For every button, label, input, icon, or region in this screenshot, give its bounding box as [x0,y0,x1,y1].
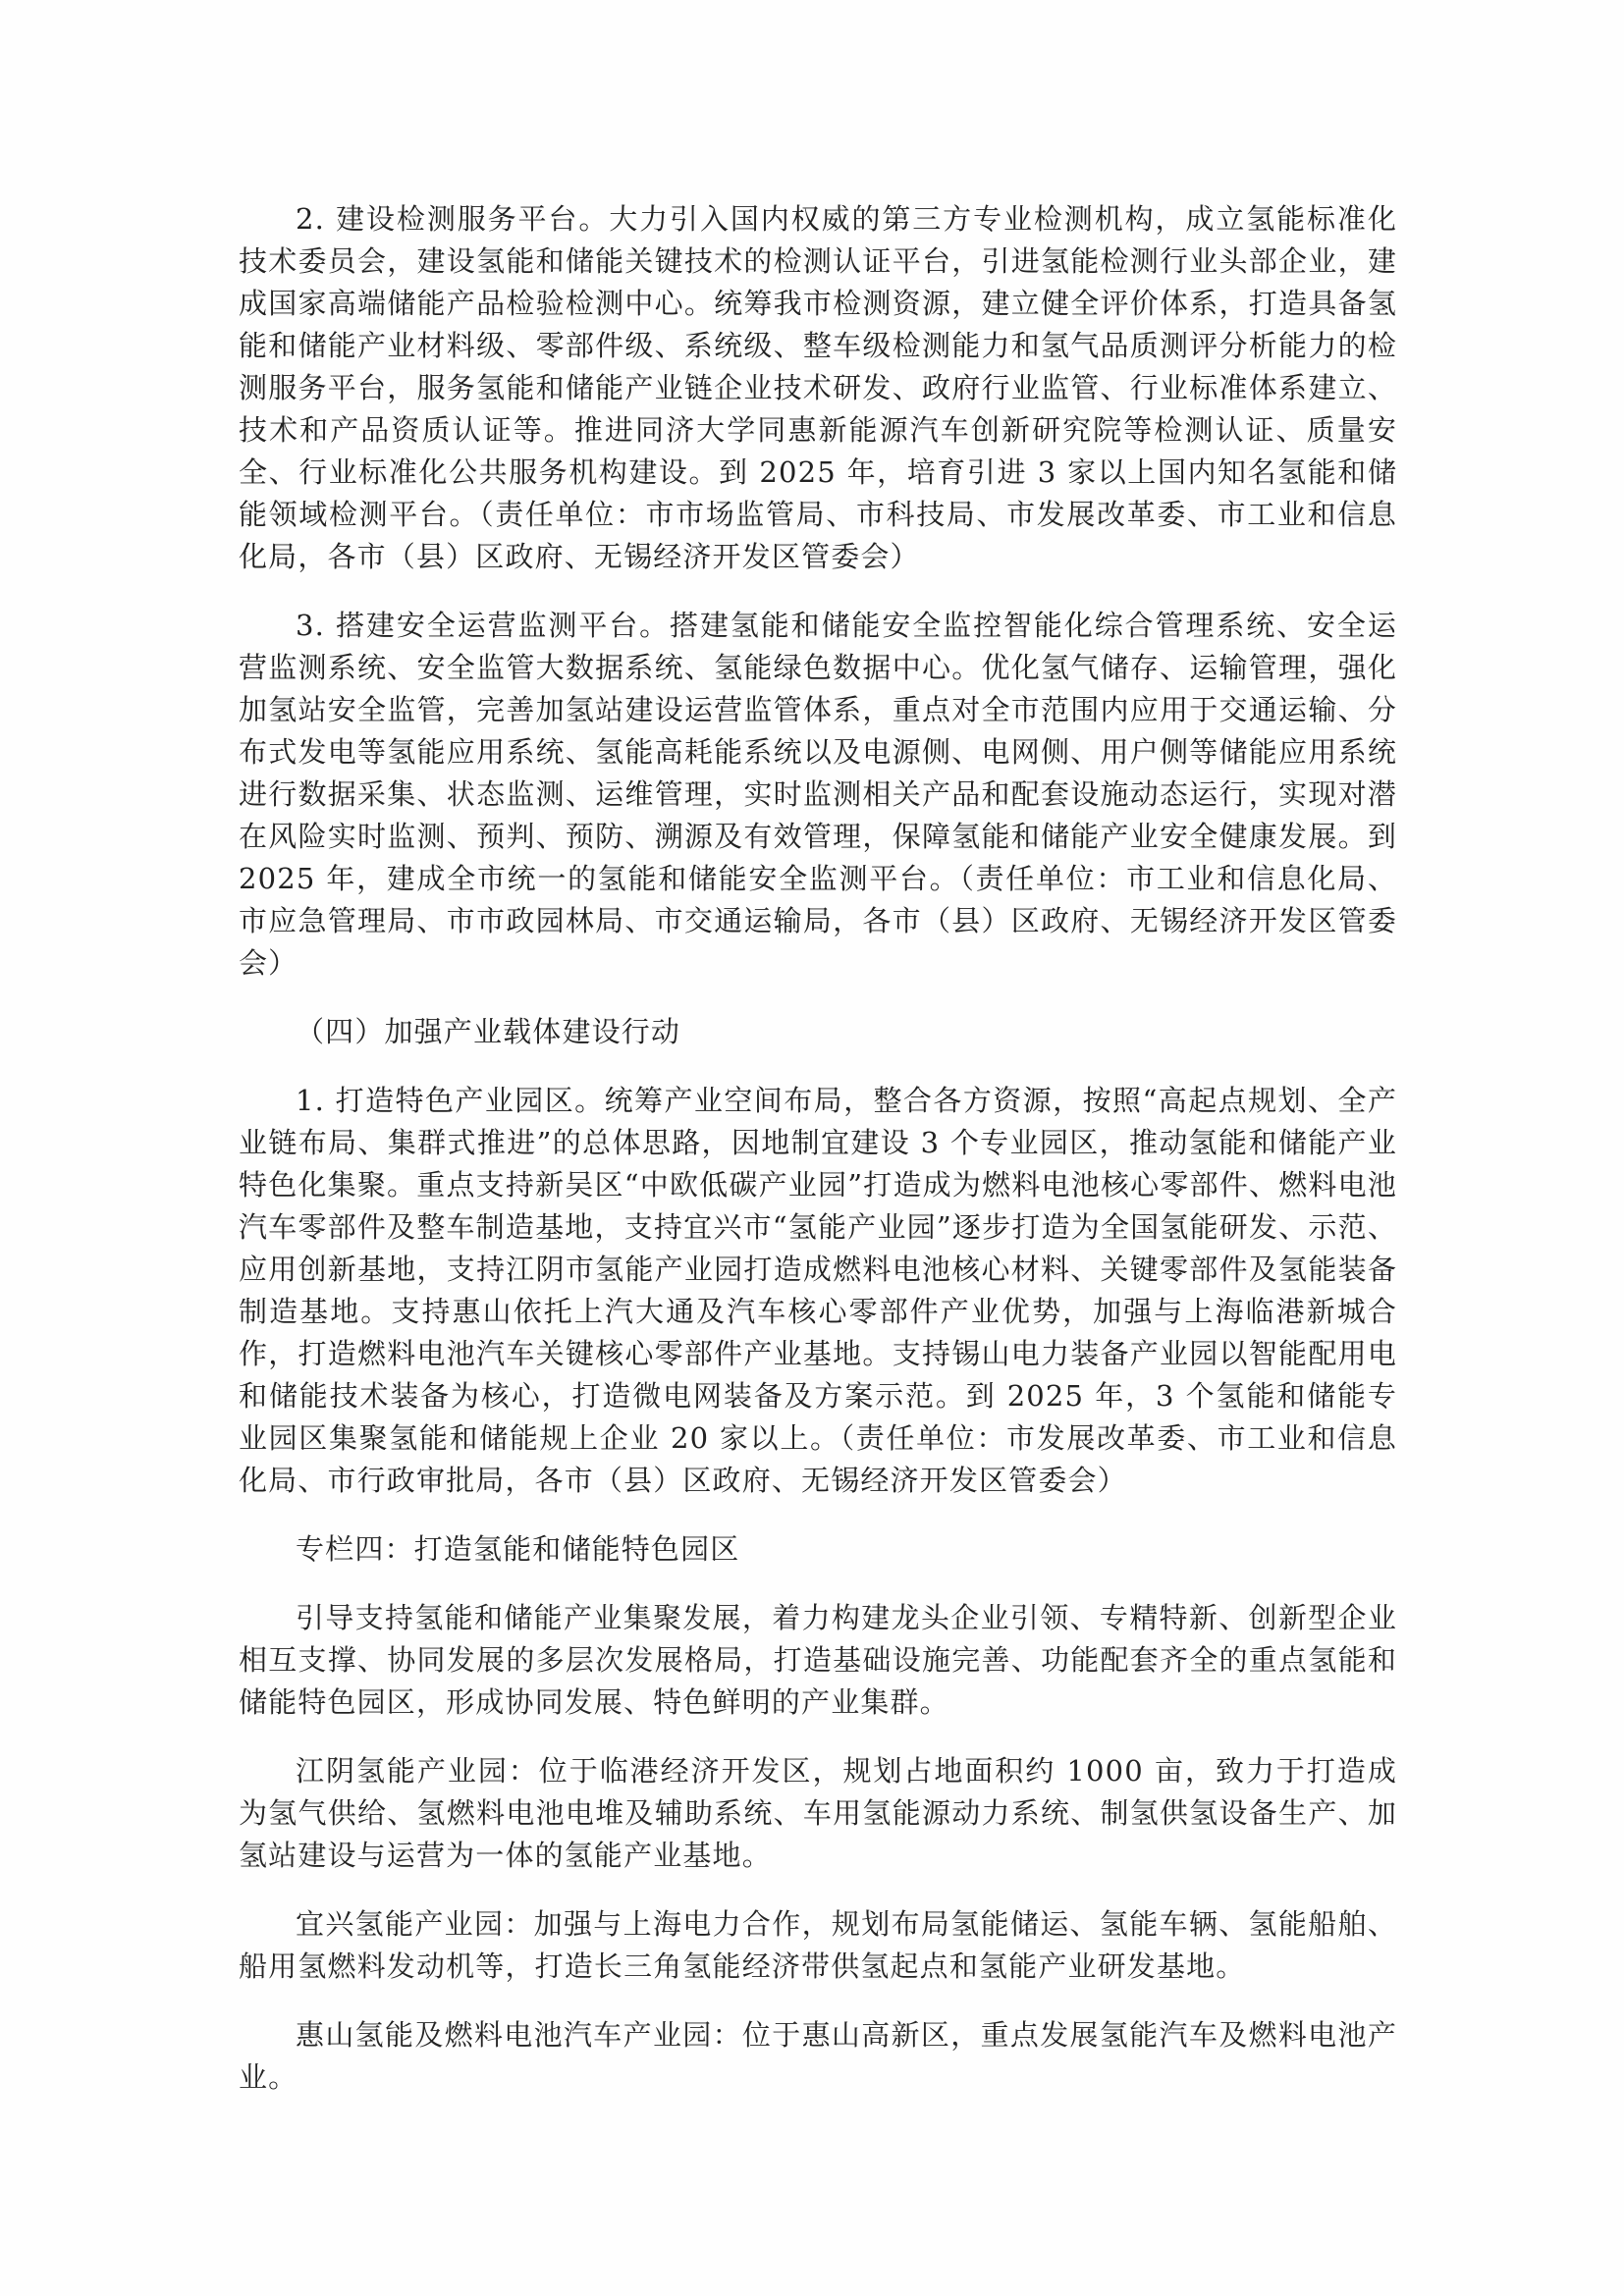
box-title: 专栏四：打造氢能和储能特色园区 [296,1532,740,1566]
body-paragraph: 3. 搭建安全运营监测平台。搭建氢能和储能安全监控智能化综合管理系统、安全运营监测系统、安全监管大数据系统、氢能绿色数据中心。优化氢气储存、运输管理，强化加氢站安全监管，完善加氢站建设运营监管体系，重点对全市范围内应用于交通运输、分布式发电等氢能应用系统、氢能高耗能系统以及电源侧、电网侧、用户侧等储能应用系统进行数据采集、状态监测、运维管理，实时监测相关产品和配套设施动态运行，实现对潜在风险实时监测、预判、预防、溯源及有效管理，保障氢能和储能产业安全健康发展。到 2025 年，建成全市统一的氢能和储能安全监测平台。（责任单位：市工业和信息化局、市应急管理局、市市政园林局、市交通运输局，各市（县）区政府、无锡经济开发区管委会） [239,609,1397,980]
box-paragraph: 引导支持氢能和储能产业集聚发展，着力构建龙头企业引领、专精特新、创新型企业相互支撑、协同发展的多层次发展格局，打造基础设施完善、功能配套齐全的重点氢能和储能特色园区，形成协同发展、特色鲜明的产业集群。 [239,1601,1397,1719]
body-paragraph: 1. 打造特色产业园区。统筹产业空间布局，整合各方资源，按照“高起点规划、全产业链布局、集群式推进”的总体思路，因地制宜建设 3 个专业园区，推动氢能和储能产业特色化集聚。重点支持新吴区“中欧低碳产业园”打造成为燃料电池核心零部件、燃料电池汽车零部件及整车制造基地，支持宜兴市“氢能产业园”逐步打造为全国氢能研发、示范、应用创新基地，支持江阴市氢能产业园打造成燃料电池核心材料、关键零部件及氢能装备制造基地。支持惠山依托上汽大通及汽车核心零部件产业优势，加强与上海临港新城合作，打造燃料电池汽车关键核心零部件产业基地。支持锡山电力装备产业园以智能配用电和储能技术装备为核心，打造微电网装备及方案示范。到 2025 年，3 个氢能和储能专业园区集聚氢能和储能规上企业 20 家以上。（责任单位：市发展改革委、市工业和信息化局、市行政审批局，各市（县）区政府、无锡经济开发区管委会） [239,1084,1397,1497]
box-paragraph: 惠山氢能及燃料电池汽车产业园：位于惠山高新区，重点发展氢能汽车及燃料电池产业。 [239,2018,1397,2094]
box-paragraph: 宜兴氢能产业园：加强与上海电力合作，规划布局氢能储运、氢能车辆、氢能船舶、船用氢燃料发动机等，打造长三角氢能经济带供氢起点和氢能产业研发基地。 [239,1907,1397,1983]
section-heading: （四）加强产业载体建设行动 [296,1015,681,1048]
document-body [239,198,1397,2125]
body-paragraph: 2. 建设检测服务平台。大力引入国内权威的第三方专业检测机构，成立氢能标准化技术委员会，建设氢能和储能关键技术的检测认证平台，引进氢能检测行业头部企业，建成国家高端储能产品检验检测中心。统筹我市检测资源，建立健全评价体系，打造具备氢能和储能产业材料级、零部件级、系统级、整车级检测能力和氢气品质测评分析能力的检测服务平台，服务氢能和储能产业链企业技术研发、政府行业监管、行业标准体系建立、技术和产品资质认证等。推进同济大学同惠新能源汽车创新研究院等检测认证、质量安全、行业标准化公共服务机构建设。到 2025 年，培育引进 3 家以上国内知名氢能和储能领域检测平台。（责任单位：市市场监管局、市科技局、市发展改革委、市工业和信息化局，各市（县）区政府、无锡经济开发区管委会） [239,202,1397,573]
box-paragraph: 江阴氢能产业园：位于临港经济开发区，规划占地面积约 1000 亩，致力于打造成为氢气供给、氢燃料电池电堆及辅助系统、车用氢能源动力系统、制氢供氢设备生产、加氢站建设与运营为一体的氢能产业基地。 [239,1754,1397,1872]
